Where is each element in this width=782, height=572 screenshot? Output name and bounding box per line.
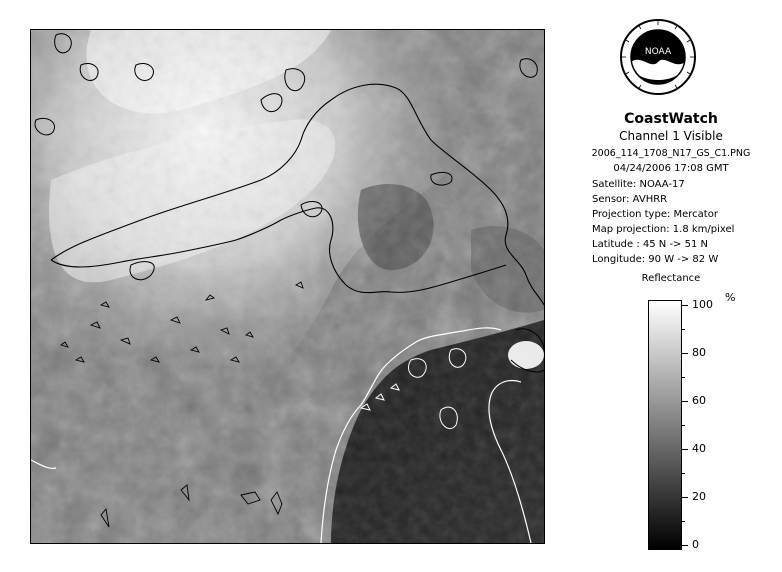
filename-label: 2006_114_1708_N17_GS_C1.PNG	[591, 148, 751, 159]
colorbar-minor-tick	[682, 425, 685, 426]
colorbar-tick	[682, 497, 688, 498]
map-projection-label: Map projection: 1.8 km/pixel	[592, 224, 735, 235]
colorbar-gradient	[648, 300, 682, 550]
noaa-logo-icon	[619, 18, 697, 108]
colorbar-minor-tick	[682, 377, 685, 378]
projection-type-label: Projection type: Mercator	[592, 209, 718, 220]
satellite-image-canvas	[31, 30, 544, 543]
colorbar-tick-label: 40	[692, 442, 706, 455]
colorbar-minor-tick	[682, 329, 685, 330]
colorbar-tick-label: 100	[692, 298, 713, 311]
brand-title: CoastWatch	[624, 111, 718, 127]
colorbar-tick	[682, 545, 688, 546]
longitude-label: Longitude: 90 W -> 82 W	[592, 254, 719, 265]
info-panel	[560, 0, 782, 572]
colorbar-tick	[682, 305, 688, 306]
colorbar	[648, 300, 682, 550]
satellite-image	[30, 29, 545, 544]
colorbar-tick	[682, 353, 688, 354]
channel-label: Channel 1 Visible	[619, 129, 723, 143]
date-time-label: 04/24/2006 17:08 GMT	[613, 163, 729, 174]
colorbar-minor-tick	[682, 521, 685, 522]
colorbar-tick-label: 20	[692, 490, 706, 503]
colorbar-minor-tick	[682, 473, 685, 474]
colorbar-tick	[682, 401, 688, 402]
colorbar-tick-label: 60	[692, 394, 706, 407]
sensor-label: Sensor: AVHRR	[592, 194, 668, 205]
satellite-label: Satellite: NOAA-17	[592, 179, 685, 190]
colorbar-tick-label: 80	[692, 346, 706, 359]
latitude-label: Latitude : 45 N -> 51 N	[592, 239, 708, 250]
colorbar-unit: %	[725, 291, 736, 304]
colorbar-title: Reflectance	[641, 273, 701, 284]
colorbar-tick-label: 0	[692, 538, 699, 551]
colorbar-tick	[682, 449, 688, 450]
noaa-logo-text: NOAA	[644, 47, 672, 57]
